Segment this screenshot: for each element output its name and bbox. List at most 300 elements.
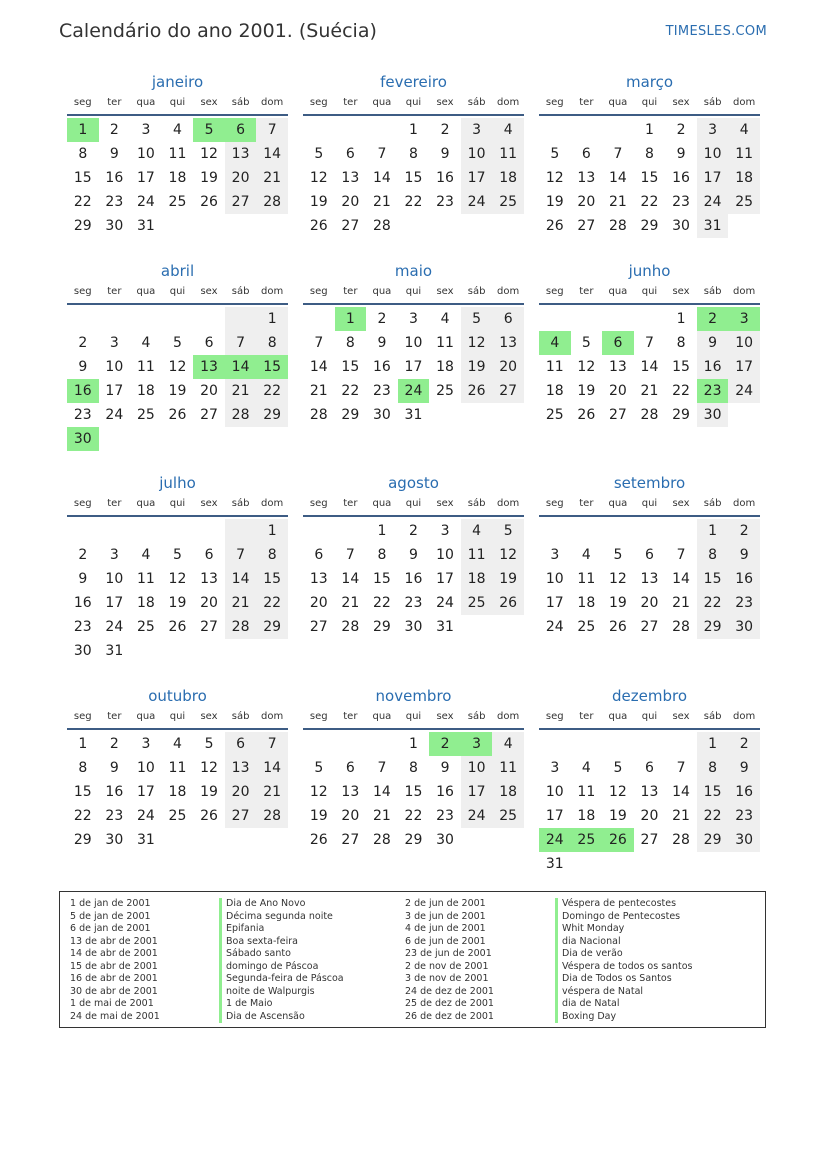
month-junho xyxy=(539,261,760,427)
empty-cell xyxy=(571,307,603,331)
day-cell: 30 xyxy=(73,643,92,659)
day-cell: 8 xyxy=(697,756,729,780)
month-julho xyxy=(67,473,288,663)
day-cell: 26 xyxy=(309,218,328,234)
day-cell: 19 xyxy=(608,595,627,611)
weekday-header xyxy=(303,493,524,517)
day-cell: 21 xyxy=(256,780,288,804)
day-cell: 7 xyxy=(314,335,324,351)
day-cell: 19 xyxy=(168,595,187,611)
day-cell: 10 xyxy=(545,571,564,587)
day-cell: 19 xyxy=(309,808,328,824)
weekday-label: sex xyxy=(672,97,690,108)
day-cell: 13 xyxy=(577,170,596,186)
day-cell: 8 xyxy=(78,146,88,162)
empty-cell xyxy=(303,519,335,543)
day-cell: 9 xyxy=(440,146,450,162)
day-cell: 8 xyxy=(256,331,288,355)
day-cell: 23 xyxy=(73,619,92,635)
weekday-label: ter xyxy=(107,97,122,108)
holiday-date: 30 de abr de 2001 xyxy=(70,985,158,997)
month-outubro xyxy=(67,686,288,852)
weekday-label: sex xyxy=(200,711,218,722)
weekday-label: dom xyxy=(261,498,284,509)
brand-link[interactable]: TIMESLES.COM xyxy=(665,24,767,39)
day-cell: 10 xyxy=(728,331,760,355)
day-cell: 1 xyxy=(409,736,418,752)
day-cell: 10 xyxy=(697,142,729,166)
holiday-date: 1 de mai de 2001 xyxy=(70,998,154,1009)
weekday-label: ter xyxy=(579,286,594,297)
weekday-label: dom xyxy=(497,711,520,722)
day-cell: 2 xyxy=(377,311,387,327)
holiday-date: 1 de jan de 2001 xyxy=(70,898,151,909)
weekday-label: sáb xyxy=(231,97,250,108)
weekday-label: ter xyxy=(579,97,594,108)
day-cell: 17 xyxy=(136,170,155,186)
day-cell: 31 xyxy=(436,619,454,635)
day-cell: 25 xyxy=(168,808,187,824)
day-cell: 17 xyxy=(136,784,155,800)
day-cell: 8 xyxy=(78,760,88,776)
day-cell: 4 xyxy=(581,547,591,563)
day-cell: 26 xyxy=(461,379,493,403)
day-cell: 2 xyxy=(440,122,450,138)
weekday-label: qui xyxy=(169,286,186,297)
holiday-name: noite de Walpurgis xyxy=(219,986,344,999)
day-cell: 28 xyxy=(640,407,659,423)
day-cell: 6 xyxy=(492,307,524,331)
day-cell: 4 xyxy=(173,122,182,138)
day-cell: 27 xyxy=(200,619,218,635)
day-cell: 7 xyxy=(225,331,257,355)
day-cell: 24 xyxy=(105,619,124,635)
empty-cell xyxy=(99,519,131,543)
day-cell: 23 xyxy=(404,595,423,611)
weekday-header xyxy=(67,92,288,116)
day-cell: 23 xyxy=(73,407,92,423)
empty-cell xyxy=(335,519,367,543)
day-cell: 16 xyxy=(672,170,690,186)
holiday-name: Dia de Ano Novo xyxy=(219,898,344,911)
day-cell: 5 xyxy=(581,335,591,351)
day-cell: 14 xyxy=(672,784,690,800)
weekday-label: sáb xyxy=(467,286,486,297)
empty-cell xyxy=(539,732,571,756)
day-cell: 2 xyxy=(78,335,88,351)
day-cell: 14 xyxy=(372,170,391,186)
day-grid xyxy=(539,519,760,639)
day-cell: 14 xyxy=(608,170,627,186)
empty-cell xyxy=(67,307,99,331)
month-name: setembro xyxy=(613,474,686,492)
day-cell: 28 xyxy=(372,218,391,234)
weekday-label: dom xyxy=(733,97,756,108)
day-cell: 24 xyxy=(539,828,571,852)
day-cell: 25 xyxy=(492,804,524,828)
day-cell: 1 xyxy=(67,118,99,142)
day-cell: 27 xyxy=(341,218,360,234)
day-cell: 20 xyxy=(225,166,257,190)
holiday-date: 16 de abr de 2001 xyxy=(70,973,158,984)
day-cell: 2 xyxy=(697,307,729,331)
day-cell: 27 xyxy=(225,190,257,214)
weekday-label: sáb xyxy=(231,286,250,297)
weekday-label: seg xyxy=(545,97,564,108)
day-cell: 23 xyxy=(436,194,454,210)
day-cell: 18 xyxy=(461,567,493,591)
day-grid xyxy=(67,519,288,663)
day-cell: 1 xyxy=(409,122,418,138)
day-cell: 7 xyxy=(377,760,387,776)
day-cell: 20 xyxy=(200,383,218,399)
day-cell: 13 xyxy=(640,571,659,587)
day-cell: 20 xyxy=(640,808,659,824)
day-cell: 29 xyxy=(256,403,288,427)
empty-cell xyxy=(665,732,697,756)
day-cell: 20 xyxy=(492,355,524,379)
day-cell: 4 xyxy=(141,335,151,351)
weekday-label: seg xyxy=(73,286,92,297)
month-name: dezembro xyxy=(612,687,687,705)
day-cell: 26 xyxy=(168,407,187,423)
day-cell: 4 xyxy=(461,519,493,543)
weekday-header xyxy=(303,92,524,116)
day-cell: 12 xyxy=(545,170,564,186)
day-cell: 22 xyxy=(672,383,690,399)
month-novembro xyxy=(303,686,524,852)
day-cell: 15 xyxy=(372,571,391,587)
day-cell: 8 xyxy=(676,335,686,351)
holiday-date: 15 de abr de 2001 xyxy=(70,960,158,972)
holiday-name: Epifania xyxy=(219,923,344,936)
day-cell: 18 xyxy=(492,166,524,190)
day-cell: 6 xyxy=(314,547,324,563)
weekday-label: ter xyxy=(107,286,122,297)
holiday-date: 6 de jan de 2001 xyxy=(70,923,151,934)
weekday-label: qua xyxy=(136,97,156,108)
day-cell: 5 xyxy=(613,760,623,776)
day-cell: 29 xyxy=(73,218,92,234)
day-cell: 21 xyxy=(640,383,659,399)
empty-cell xyxy=(162,519,194,543)
holiday-dates-right xyxy=(405,898,494,1023)
day-cell: 28 xyxy=(372,832,391,848)
weekday-label: seg xyxy=(309,711,328,722)
weekday-label: qua xyxy=(372,97,392,108)
holiday-name: 1 de Maio xyxy=(219,998,344,1011)
day-cell: 20 xyxy=(341,808,360,824)
day-cell: 3 xyxy=(109,547,119,563)
holiday-name: Boxing Day xyxy=(555,1011,692,1024)
day-cell: 3 xyxy=(550,760,560,776)
day-cell: 18 xyxy=(545,383,564,399)
month-name: outubro xyxy=(148,687,207,705)
day-cell: 16 xyxy=(697,355,729,379)
day-cell: 4 xyxy=(492,118,524,142)
day-cell: 4 xyxy=(581,760,591,776)
empty-cell xyxy=(335,732,367,756)
day-grid xyxy=(303,519,524,639)
day-cell: 2 xyxy=(409,523,418,539)
day-cell: 18 xyxy=(492,780,524,804)
day-cell: 7 xyxy=(613,146,623,162)
month-abril xyxy=(67,261,288,451)
day-cell: 21 xyxy=(372,194,391,210)
day-cell: 14 xyxy=(672,571,690,587)
weekday-header xyxy=(303,281,524,305)
empty-cell xyxy=(366,118,398,142)
day-grid xyxy=(539,732,760,876)
holiday-name: Domingo de Pentecostes xyxy=(555,911,692,924)
day-cell: 1 xyxy=(697,732,729,756)
holiday-legend xyxy=(59,891,766,1028)
day-cell: 18 xyxy=(577,808,596,824)
weekday-label: seg xyxy=(73,498,92,509)
month-setembro xyxy=(539,473,760,639)
day-cell: 28 xyxy=(309,407,328,423)
weekday-header xyxy=(539,92,760,116)
empty-cell xyxy=(634,307,666,331)
day-cell: 5 xyxy=(204,736,214,752)
day-cell: 21 xyxy=(256,166,288,190)
day-cell: 3 xyxy=(728,307,760,331)
day-cell: 27 xyxy=(640,619,659,635)
holiday-name: véspera de Natal xyxy=(555,986,692,999)
weekday-label: qui xyxy=(405,97,422,108)
day-cell: 12 xyxy=(200,760,218,776)
day-cell: 24 xyxy=(136,808,155,824)
holiday-name: Décima segunda noite xyxy=(219,911,344,924)
day-cell: 12 xyxy=(608,784,627,800)
day-cell: 28 xyxy=(256,804,288,828)
day-cell: 7 xyxy=(377,146,387,162)
day-cell: 17 xyxy=(545,595,564,611)
month-name: novembro xyxy=(375,687,452,705)
day-cell: 8 xyxy=(377,547,387,563)
day-cell: 13 xyxy=(640,784,659,800)
day-cell: 15 xyxy=(73,170,92,186)
day-cell: 22 xyxy=(404,808,423,824)
weekday-label: qua xyxy=(608,711,628,722)
weekday-label: dom xyxy=(497,498,520,509)
empty-cell xyxy=(602,118,634,142)
month-name: julho xyxy=(159,474,196,492)
day-cell: 2 xyxy=(728,732,760,756)
day-cell: 15 xyxy=(256,355,288,379)
weekday-label: ter xyxy=(343,97,358,108)
day-grid xyxy=(303,118,524,238)
month-name: junho xyxy=(628,262,671,280)
day-cell: 18 xyxy=(168,784,187,800)
weekday-label: qua xyxy=(136,286,156,297)
day-cell: 1 xyxy=(335,307,367,331)
day-cell: 20 xyxy=(341,194,360,210)
empty-cell xyxy=(571,519,603,543)
day-cell: 9 xyxy=(697,331,729,355)
day-cell: 18 xyxy=(577,595,596,611)
month-fevereiro xyxy=(303,72,524,238)
day-cell: 10 xyxy=(461,142,493,166)
day-cell: 9 xyxy=(78,359,88,375)
day-cell: 5 xyxy=(193,118,225,142)
day-cell: 21 xyxy=(672,595,690,611)
day-cell: 3 xyxy=(550,547,560,563)
day-cell: 9 xyxy=(109,760,119,776)
day-cell: 14 xyxy=(309,359,328,375)
day-cell: 18 xyxy=(728,166,760,190)
day-cell: 22 xyxy=(640,194,659,210)
day-cell: 1 xyxy=(256,519,288,543)
day-cell: 16 xyxy=(436,784,454,800)
day-cell: 24 xyxy=(105,407,124,423)
day-cell: 28 xyxy=(672,619,690,635)
day-cell: 28 xyxy=(225,403,257,427)
day-cell: 30 xyxy=(697,403,729,427)
day-cell: 28 xyxy=(608,218,627,234)
empty-cell xyxy=(193,519,225,543)
weekday-label: ter xyxy=(107,498,122,509)
day-cell: 26 xyxy=(608,619,627,635)
day-cell: 9 xyxy=(78,571,88,587)
day-cell: 16 xyxy=(728,780,760,804)
day-cell: 6 xyxy=(645,547,654,563)
holiday-name: dia de Natal xyxy=(555,998,692,1011)
day-cell: 11 xyxy=(436,335,454,351)
day-cell: 20 xyxy=(200,595,218,611)
day-cell: 1 xyxy=(78,736,88,752)
day-cell: 4 xyxy=(728,118,760,142)
day-cell: 19 xyxy=(608,808,627,824)
weekday-label: qui xyxy=(169,97,186,108)
weekday-label: sex xyxy=(200,498,218,509)
weekday-label: sex xyxy=(672,498,690,509)
day-cell: 5 xyxy=(492,519,524,543)
day-cell: 25 xyxy=(136,619,155,635)
empty-cell xyxy=(303,732,335,756)
weekday-label: qua xyxy=(608,286,628,297)
day-cell: 9 xyxy=(728,543,760,567)
holiday-name: Whit Monday xyxy=(555,923,692,936)
day-cell: 30 xyxy=(728,615,760,639)
day-cell: 17 xyxy=(545,808,564,824)
day-grid xyxy=(303,732,524,852)
weekday-header xyxy=(539,493,760,517)
empty-cell xyxy=(665,519,697,543)
weekday-label: dom xyxy=(497,97,520,108)
empty-cell xyxy=(225,307,257,331)
day-cell: 11 xyxy=(577,571,596,587)
day-cell: 29 xyxy=(256,615,288,639)
day-cell: 15 xyxy=(697,780,729,804)
day-cell: 28 xyxy=(225,615,257,639)
day-cell: 15 xyxy=(256,567,288,591)
day-cell: 29 xyxy=(73,832,92,848)
day-cell: 2 xyxy=(109,736,119,752)
empty-cell xyxy=(303,307,335,331)
day-cell: 17 xyxy=(404,359,423,375)
weekday-label: dom xyxy=(733,498,756,509)
empty-cell xyxy=(99,307,131,331)
day-cell: 11 xyxy=(461,543,493,567)
day-cell: 25 xyxy=(436,383,454,399)
empty-cell xyxy=(634,519,666,543)
day-cell: 24 xyxy=(136,194,155,210)
empty-cell xyxy=(303,118,335,142)
holiday-dates-left xyxy=(70,898,160,1023)
holiday-date: 2 de nov de 2001 xyxy=(405,960,489,972)
day-cell: 21 xyxy=(309,383,328,399)
weekday-label: qui xyxy=(641,97,658,108)
day-cell: 16 xyxy=(404,571,423,587)
day-cell: 19 xyxy=(545,194,564,210)
weekday-label: sex xyxy=(672,286,690,297)
holiday-date: 5 de jan de 2001 xyxy=(70,910,151,922)
day-cell: 25 xyxy=(577,619,596,635)
day-cell: 26 xyxy=(545,218,564,234)
empty-cell xyxy=(571,118,603,142)
month-name: abril xyxy=(160,262,195,280)
weekday-label: sex xyxy=(436,97,454,108)
day-cell: 27 xyxy=(577,218,596,234)
day-cell: 17 xyxy=(461,780,493,804)
day-cell: 26 xyxy=(200,194,218,210)
day-cell: 3 xyxy=(409,311,418,327)
day-cell: 26 xyxy=(168,619,187,635)
day-cell: 27 xyxy=(608,407,627,423)
day-grid xyxy=(539,118,760,238)
day-cell: 13 xyxy=(608,359,627,375)
day-cell: 17 xyxy=(697,166,729,190)
day-cell: 10 xyxy=(105,359,124,375)
day-grid xyxy=(67,118,288,238)
day-cell: 13 xyxy=(225,756,257,780)
weekday-label: sáb xyxy=(467,498,486,509)
weekday-label: ter xyxy=(343,498,358,509)
day-cell: 11 xyxy=(136,571,155,587)
day-cell: 16 xyxy=(67,379,99,403)
day-cell: 26 xyxy=(200,808,218,824)
day-cell: 26 xyxy=(577,407,596,423)
day-cell: 5 xyxy=(314,760,324,776)
weekday-label: qui xyxy=(641,498,658,509)
empty-cell xyxy=(602,519,634,543)
day-cell: 11 xyxy=(168,146,187,162)
day-cell: 10 xyxy=(136,146,155,162)
day-cell: 24 xyxy=(461,804,493,828)
holiday-date: 2 de jun de 2001 xyxy=(405,898,486,909)
day-cell: 2 xyxy=(728,519,760,543)
day-cell: 3 xyxy=(461,732,493,756)
day-cell: 23 xyxy=(672,194,690,210)
day-cell: 2 xyxy=(429,732,461,756)
day-cell: 14 xyxy=(256,142,288,166)
month-name: maio xyxy=(394,262,433,280)
day-cell: 6 xyxy=(345,146,355,162)
day-cell: 29 xyxy=(341,407,360,423)
day-cell: 13 xyxy=(225,142,257,166)
day-cell: 12 xyxy=(168,571,187,587)
day-cell: 10 xyxy=(404,335,423,351)
day-cell: 5 xyxy=(173,335,182,351)
day-cell: 23 xyxy=(105,808,124,824)
day-cell: 7 xyxy=(676,760,686,776)
day-cell: 30 xyxy=(372,407,391,423)
weekday-header xyxy=(67,281,288,305)
day-cell: 15 xyxy=(640,170,659,186)
weekday-label: sex xyxy=(672,711,690,722)
weekday-label: qua xyxy=(608,97,628,108)
